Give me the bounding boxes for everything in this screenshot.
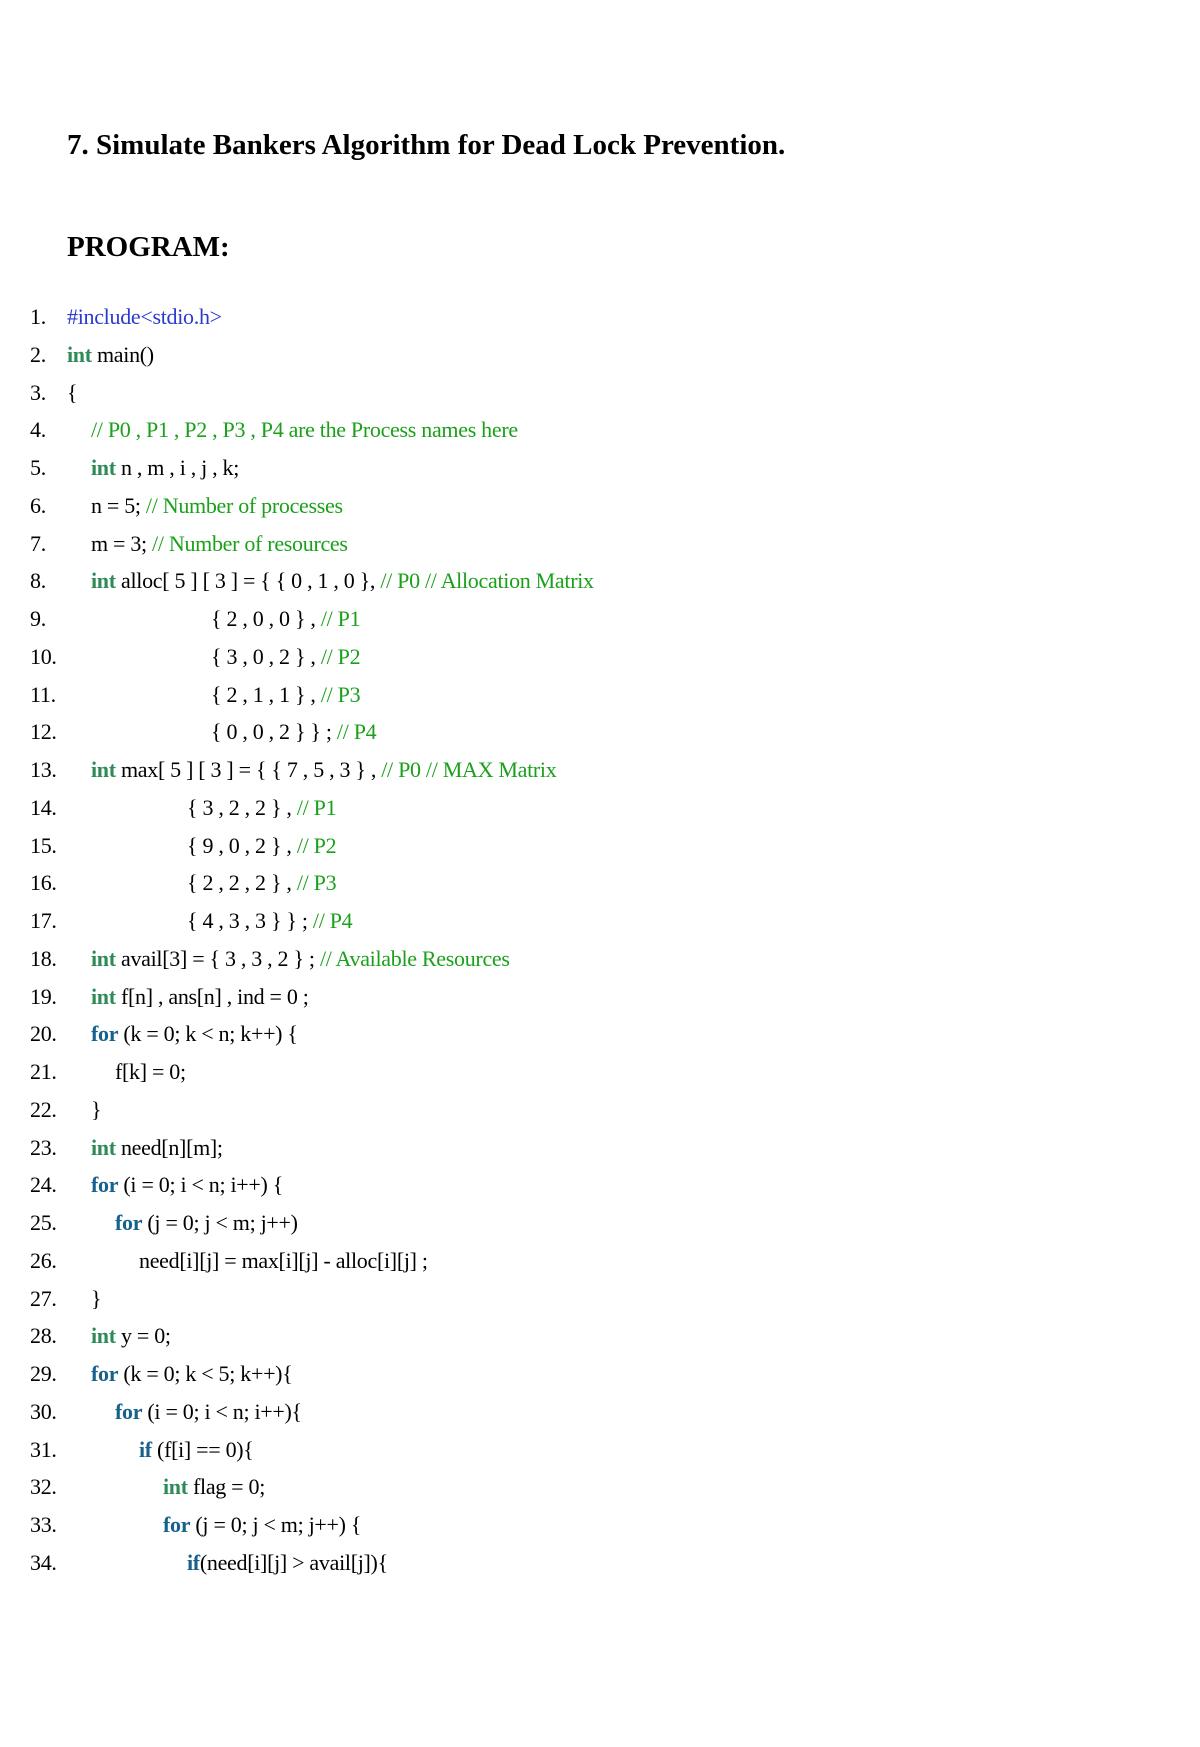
line-number: 12. <box>30 719 57 745</box>
code-comment: // P4 <box>336 719 377 745</box>
code-comment: // P4 <box>312 908 353 933</box>
code-line <box>0 713 1200 751</box>
code-line <box>0 1393 1200 1431</box>
code-text: { 2 , 0 , 0 } , <box>211 606 321 631</box>
line-number: 16. <box>30 870 57 896</box>
code-text-line <box>91 525 348 563</box>
code-text: (j = 0; j < m; j++) <box>142 1210 298 1235</box>
code-line <box>0 978 1200 1016</box>
code-text-line <box>187 864 336 902</box>
code-text-line <box>91 1317 171 1355</box>
code-keyword: if <box>187 1549 200 1575</box>
code-text: need[n][m]; <box>115 1134 223 1160</box>
code-text-line <box>67 336 154 374</box>
line-number: 31. <box>30 1436 57 1462</box>
code-line <box>0 940 1200 978</box>
code-comment: // Available Resources <box>319 945 510 971</box>
code-text: { 9 , 0 , 2 } , <box>187 832 297 858</box>
line-number: 34. <box>30 1549 57 1575</box>
code-line <box>0 487 1200 525</box>
code-keyword: if <box>139 1436 152 1462</box>
code-line <box>0 1468 1200 1506</box>
code-text-line <box>115 1204 298 1242</box>
code-line <box>0 298 1200 336</box>
code-text-line <box>91 1091 101 1129</box>
code-line <box>0 902 1200 940</box>
code-text-line <box>91 751 556 789</box>
code-text: { 3 , 2 , 2 } , <box>187 794 297 820</box>
code-comment: // P3 <box>296 870 337 896</box>
code-preprocessor: #include<stdio.h> <box>67 304 222 329</box>
code-text: f[n] , ans[n] , ind = 0 ; <box>115 983 309 1009</box>
code-text-line <box>115 1053 186 1091</box>
code-text: (f[i] == 0){ <box>151 1436 254 1462</box>
section-heading: PROGRAM: <box>67 231 230 263</box>
code-comment: // P0 // MAX Matrix <box>381 757 557 782</box>
code-keyword: for <box>115 1398 143 1424</box>
code-text: (i = 0; i < n; i++){ <box>142 1398 302 1424</box>
line-number: 21. <box>30 1059 57 1084</box>
line-number: 7. <box>30 530 46 556</box>
code-text: need[i][j] = max[i][j] - alloc[i][j] ; <box>139 1247 428 1273</box>
line-number: 1. <box>30 304 46 329</box>
code-line <box>0 1355 1200 1393</box>
line-number: 4. <box>30 417 46 443</box>
line-number: 8. <box>30 568 46 594</box>
code-text: n , m , i , j , k; <box>115 455 240 480</box>
code-comment: // P0 , P1 , P2 , P3 , P4 are the Process names here <box>91 417 518 443</box>
code-type-keyword: int <box>91 757 116 782</box>
line-number: 18. <box>30 945 57 971</box>
code-type-keyword: int <box>91 983 116 1009</box>
code-line <box>0 374 1200 412</box>
code-line <box>0 1544 1200 1582</box>
line-number: 11. <box>30 681 56 707</box>
code-line <box>0 411 1200 449</box>
line-number: 17. <box>30 908 57 933</box>
code-text: { 3 , 0 , 2 } , <box>211 643 321 669</box>
code-text-line <box>211 713 376 751</box>
code-line <box>0 449 1200 487</box>
code-text-line <box>91 411 518 449</box>
code-type-keyword: int <box>91 455 116 480</box>
line-number: 20. <box>30 1021 57 1047</box>
line-number: 2. <box>30 341 46 367</box>
code-keyword: for <box>163 1512 191 1537</box>
code-type-keyword: int <box>91 568 116 594</box>
code-line <box>0 1242 1200 1280</box>
line-number: 5. <box>30 455 46 480</box>
line-number: 30. <box>30 1398 57 1424</box>
code-line <box>0 562 1200 600</box>
code-line <box>0 1204 1200 1242</box>
code-line <box>0 1166 1200 1204</box>
page-title: 7. Simulate Bankers Algorithm for Dead Lock Prevention. <box>67 129 786 161</box>
line-number: 25. <box>30 1210 57 1235</box>
code-text-line <box>91 940 510 978</box>
code-text-line <box>91 487 343 525</box>
code-type-keyword: int <box>91 945 116 971</box>
line-number: 24. <box>30 1172 57 1198</box>
line-number: 33. <box>30 1512 57 1537</box>
code-keyword: for <box>91 1172 119 1198</box>
code-line <box>0 789 1200 827</box>
code-comment: // P1 <box>320 606 361 631</box>
code-line <box>0 864 1200 902</box>
line-number: 26. <box>30 1247 57 1273</box>
code-text: } <box>91 1096 102 1122</box>
code-comment: // P1 <box>296 794 337 820</box>
line-number: 27. <box>30 1285 57 1311</box>
line-number: 15. <box>30 832 57 858</box>
code-text-line <box>91 1166 283 1204</box>
code-text-line <box>139 1431 254 1469</box>
code-text-line <box>187 827 336 865</box>
code-text-line <box>163 1468 265 1506</box>
code-text: (k = 0; k < n; k++) { <box>118 1021 298 1047</box>
line-number: 22. <box>30 1096 57 1122</box>
code-line <box>0 1431 1200 1469</box>
code-text-line <box>67 298 222 336</box>
code-text-line <box>187 902 352 940</box>
code-text: flag = 0; <box>187 1474 266 1500</box>
code-listing <box>0 298 1200 1582</box>
code-text-line <box>91 1129 223 1167</box>
code-type-keyword: int <box>67 341 92 367</box>
code-text-line <box>187 1544 388 1582</box>
line-number: 23. <box>30 1134 57 1160</box>
code-line <box>0 676 1200 714</box>
code-comment: // Number of processes <box>145 492 343 518</box>
code-comment: // P2 <box>320 643 361 669</box>
line-number: 13. <box>30 757 57 782</box>
line-number: 9. <box>30 606 46 631</box>
code-line <box>0 1091 1200 1129</box>
code-line <box>0 1053 1200 1091</box>
code-text-line <box>115 1393 302 1431</box>
code-text-line <box>211 676 360 714</box>
code-text: m = 3; <box>91 530 153 556</box>
code-text-line <box>91 449 239 487</box>
code-text: { <box>67 379 78 405</box>
code-keyword: for <box>115 1210 143 1235</box>
code-text: avail[3] = { 3 , 3 , 2 } ; <box>115 945 320 971</box>
code-text: max[ 5 ] [ 3 ] = { { 7 , 5 , 3 } , <box>115 757 382 782</box>
line-number: 19. <box>30 983 57 1009</box>
code-text: { 2 , 1 , 1 } , <box>211 681 321 707</box>
code-text: } <box>91 1285 102 1311</box>
line-number: 29. <box>30 1361 57 1386</box>
code-line <box>0 1506 1200 1544</box>
code-text-line <box>211 600 360 638</box>
code-line <box>0 1280 1200 1318</box>
code-text-line <box>91 562 594 600</box>
code-text-line <box>211 638 360 676</box>
code-text: (need[i][j] > avail[j]){ <box>199 1549 388 1575</box>
code-line <box>0 827 1200 865</box>
code-text: { 2 , 2 , 2 } , <box>187 870 297 896</box>
code-text-line <box>67 374 77 412</box>
code-line <box>0 1129 1200 1167</box>
code-text: y = 0; <box>115 1323 171 1349</box>
code-text: n = 5; <box>91 492 146 518</box>
code-comment: // P2 <box>296 832 337 858</box>
code-text-line <box>91 1280 101 1318</box>
line-number: 3. <box>30 379 46 405</box>
line-number: 14. <box>30 794 57 820</box>
line-number: 6. <box>30 492 46 518</box>
code-type-keyword: int <box>163 1474 188 1500</box>
code-line <box>0 751 1200 789</box>
code-type-keyword: int <box>91 1134 116 1160</box>
code-keyword: for <box>91 1361 119 1386</box>
code-comment: // Number of resources <box>152 530 348 556</box>
code-type-keyword: int <box>91 1323 116 1349</box>
code-text: (k = 0; k < 5; k++){ <box>118 1361 293 1386</box>
code-text: f[k] = 0; <box>115 1059 186 1084</box>
code-keyword: for <box>91 1021 119 1047</box>
code-text-line <box>163 1506 361 1544</box>
code-comment: // P0 // Allocation Matrix <box>380 568 594 594</box>
code-text-line <box>91 1015 298 1053</box>
code-text: (j = 0; j < m; j++) { <box>190 1512 362 1537</box>
code-text: main() <box>91 341 154 367</box>
code-line <box>0 600 1200 638</box>
line-number: 28. <box>30 1323 57 1349</box>
code-line <box>0 525 1200 563</box>
code-text: alloc[ 5 ] [ 3 ] = { { 0 , 1 , 0 }, <box>115 568 381 594</box>
code-text-line <box>91 978 309 1016</box>
code-text: { 4 , 3 , 3 } } ; <box>187 908 313 933</box>
code-line <box>0 336 1200 374</box>
line-number: 10. <box>30 643 57 669</box>
code-line <box>0 1317 1200 1355</box>
code-text-line <box>187 789 336 827</box>
code-text-line <box>139 1242 428 1280</box>
code-line <box>0 638 1200 676</box>
code-comment: // P3 <box>320 681 361 707</box>
code-line <box>0 1015 1200 1053</box>
code-text: (i = 0; i < n; i++) { <box>118 1172 284 1198</box>
code-text: { 0 , 0 , 2 } } ; <box>211 719 337 745</box>
code-text-line <box>91 1355 292 1393</box>
line-number: 32. <box>30 1474 57 1500</box>
